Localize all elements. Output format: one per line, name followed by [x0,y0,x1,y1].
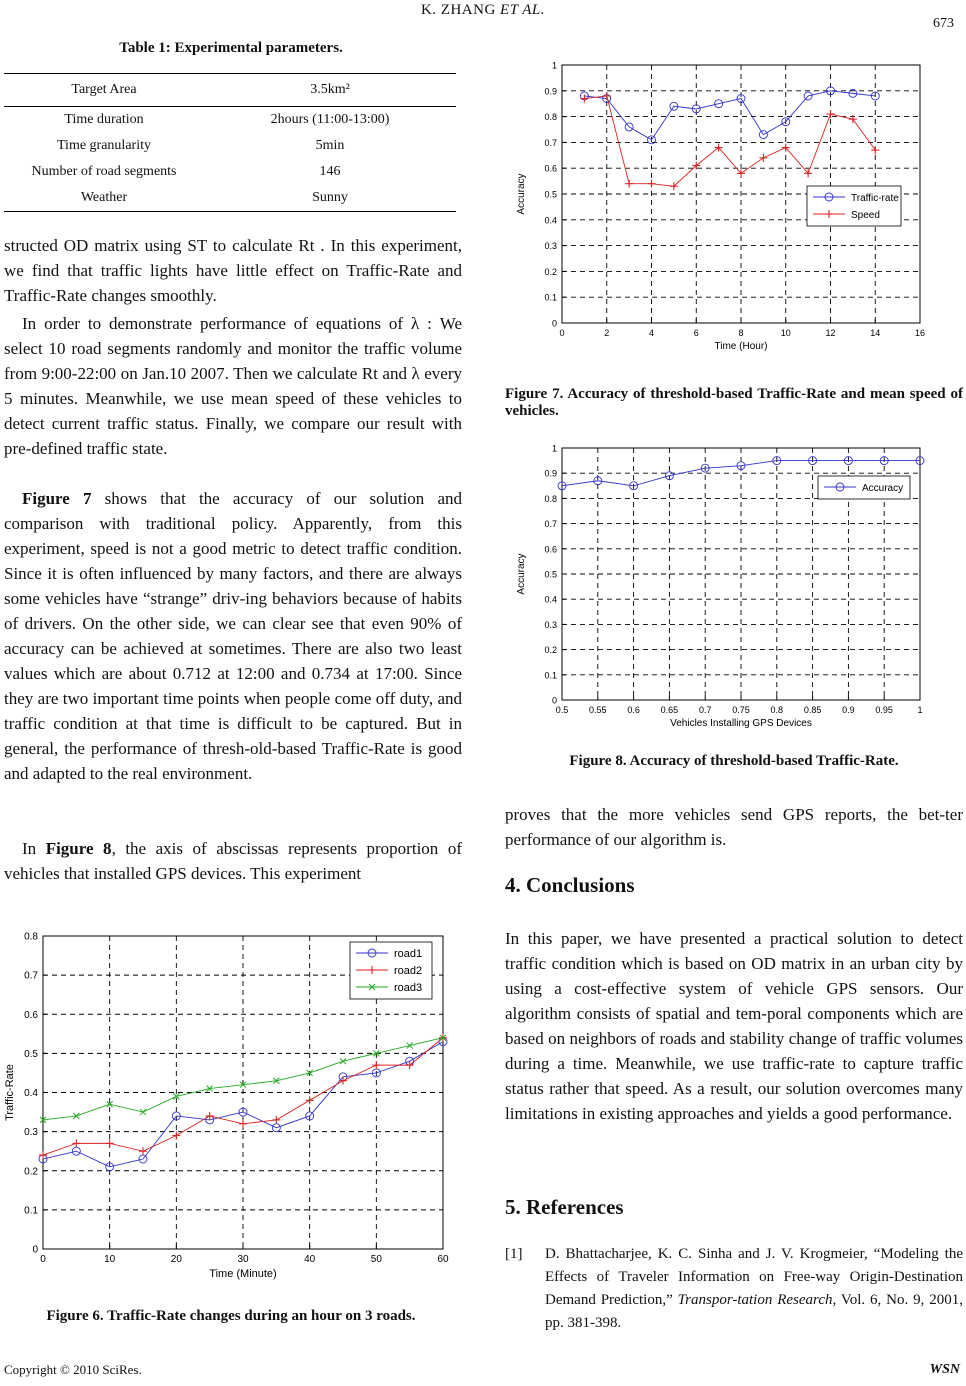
y-tick-label: 0.7 [544,137,557,148]
y-axis-label: Accuracy [516,173,527,215]
x-tick-label: 40 [304,1254,316,1265]
y-tick-label: 0.1 [544,292,557,303]
parameters-table [4,73,456,212]
x-tick-label: 0.8 [770,705,784,715]
table-cell-parameter: Time duration [64,112,144,127]
y-tick-label: 0.9 [544,468,557,479]
table-row [4,107,456,134]
y-tick-label: 0.1 [24,1205,38,1217]
legend-label: road3 [394,982,423,994]
x-tick-label: 0.75 [732,705,750,715]
figure-8-chart [505,438,935,738]
table-cell-parameter: Number of road segments [31,164,177,179]
x-tick-label: 12 [825,328,836,338]
figure-8-reference: Figure 8 [45,839,112,858]
x-tick-label: 14 [870,328,881,338]
table-cell-value: Sunny [204,185,456,212]
y-tick-label: 0.5 [24,1048,38,1060]
y-tick-label: 1 [551,60,557,71]
paragraph-4 [4,836,462,886]
table-row [4,74,456,107]
header-authors: K. ZHANG [420,2,496,18]
references-heading: 5. References [505,1195,624,1219]
table-cell-parameter: Weather [4,185,204,212]
y-tick-label: 0.5 [544,569,557,580]
legend-label: Accuracy [862,483,904,494]
paragraph-3-text: shows that the accuracy of our solution and comparison with traditional policy. Apparently, from this experiment, speed is not a good metric to detect traffic condition. Since it is often influenced by many factors, and there are always some vehicles have “strange” driv-ing behaviors because of habits of drivers. On the other side, we can clear see that even 90% of accuracy can be achieved at sometimes. There are also two least values which are about 0.712 at 12:00 and 0.734 at 17:00. Since they are two important time points when people come off duty, and traffic condition at that time is difficult to be captured. But in general, the performance of thresh-old-based Traffic-Rate is good and adapted to the real environment. [4,489,462,783]
y-axis-label: Accuracy [516,553,527,595]
paragraph-4-text: , the axis of abscissas represents proportion of vehicles that installed GPS devices. This experiment [4,839,462,883]
y-tick-label: 0.6 [544,163,557,174]
running-header [0,2,966,19]
x-tick-label: 0.9 [842,705,855,715]
x-tick-label: 0.65 [660,705,679,715]
header-etal: ET AL. [500,2,546,18]
y-tick-label: 0.8 [24,931,38,943]
table-cell-value: 2hours (11:00-13:00) [270,112,390,127]
x-axis-label: Vehicles Installing GPS Devices [670,718,812,729]
y-tick-label: 1 [551,443,557,454]
x-tick-label: 6 [693,328,699,338]
x-tick-label: 4 [648,328,655,338]
reference-1-number: [1] [505,1246,523,1262]
y-tick-label: 0.8 [544,493,557,504]
y-tick-label: 0.8 [544,112,557,123]
conclusions-paragraph: In this paper, we have presented a practical solution to detect traffic condition which is based on OD matrix in an urban city by using a cost-effective system of vehicle GPS sensors. Our algorithm consists of spatial and tem-poral components which are based on neighbors of roads and stability change of traffic volumes during a time. Meanwhile, we use traffic-rate to capture traffic status rather that speed. As a result, our solution overcomes many limitations in existing approaches and yields a good performance. [505,929,963,1123]
legend-label: Speed [851,210,880,221]
paragraph-4-pre: In [22,839,46,858]
x-tick-label: 50 [370,1254,382,1265]
table-row [4,185,456,212]
figure-6-chart [4,926,459,1288]
table-cell-parameter: Target Area [4,74,204,107]
x-tick-label: 0.55 [589,705,607,715]
table-row [4,159,456,185]
paragraph-1-text: structed OD matrix using ST to calculate Rt . In this experiment, we find that traffic lights have little effect on Traffic-Rate and Traffic-Rate changes smoothly. [4,236,462,305]
table-cell-value: 5min [315,138,345,153]
x-tick-label: 0 [559,328,565,338]
y-tick-label: 0 [551,318,557,329]
table-cell-value: 3.5km² [204,74,456,107]
y-tick-label: 0 [551,695,557,706]
paragraph-2 [4,311,462,461]
conclusions-heading: 4. Conclusions [505,873,635,897]
y-tick-label: 0.2 [544,645,557,656]
x-tick-label: 16 [914,328,926,338]
y-tick-label: 0.3 [544,241,557,252]
y-tick-label: 0.2 [544,266,557,277]
x-tick-label: 0.85 [803,705,822,715]
x-tick-label: 1 [917,705,923,715]
x-tick-label: 30 [237,1254,249,1265]
figure-8-caption: Figure 8. Accuracy of threshold-based Traffic-Rate. [569,753,899,769]
y-tick-label: 0 [32,1244,38,1256]
x-tick-label: 0.95 [875,705,893,715]
reference-1 [545,1243,963,1335]
y-tick-label: 0.6 [544,544,557,555]
x-tick-label: 8 [738,328,744,338]
x-tick-label: 10 [104,1254,116,1265]
page-number: 673 [933,16,954,31]
y-tick-label: 0.4 [544,594,557,605]
legend-label: Traffic-rate [851,193,899,204]
y-tick-label: 0.4 [24,1088,38,1099]
table-caption: Table 1: Experimental parameters. [119,40,343,56]
y-tick-label: 0.7 [24,970,38,982]
table-row [4,133,456,159]
figure-7-caption: Figure 7. Accuracy of threshold-based Traffic-Rate and mean speed of vehicles. [505,386,963,419]
x-tick-label: 0.7 [698,705,712,715]
x-axis-label: Time (Hour) [714,341,768,352]
y-tick-label: 0.6 [24,1009,38,1021]
paragraph-3 [4,486,462,786]
x-tick-label: 20 [170,1254,182,1265]
y-tick-label: 0.5 [544,189,557,200]
y-tick-label: 0.9 [544,86,557,97]
y-tick-label: 0.3 [24,1127,38,1139]
y-tick-label: 0.2 [24,1166,38,1178]
x-tick-label: 60 [437,1254,449,1265]
legend-label: road1 [394,948,423,960]
x-tick-label: 10 [780,328,791,338]
figure-7-reference: Figure 7 [22,489,92,508]
figure-7-chart [505,55,935,355]
paragraph-continued: proves that the more vehicles send GPS reports, the bet-ter performance of our algorithm is. [505,805,963,849]
table-cell-value: 146 [319,164,341,179]
x-tick-label: 0.5 [555,705,569,715]
reference-1-text: D. Bhattacharjee, K. C. Sinha and J. V. Krogmeier, “Modeling the Effects of Traveler Information on Free-way Origin-Destination Demand Prediction,” [545,1246,963,1308]
reference-1-journal: Transpor-tation Research [677,1292,833,1308]
figure-6-caption: Figure 6. Traffic-Rate changes during an hour on 3 roads. [46,1308,416,1324]
table-cell-parameter: Time granularity [57,138,151,153]
y-axis-label: Traffic-Rate [4,1064,16,1121]
y-tick-label: 0.1 [544,670,557,681]
x-tick-label: 0.6 [627,705,640,715]
y-tick-label: 0.7 [544,519,557,530]
copyright: Copyright © 2010 SciRes. [4,1362,142,1377]
paragraph-2-text: In order to demonstrate performance of equations of λ : We select 10 road segments randomly and monitor the traffic volume from 9:00-22:00 on Jan.10 2007. Then we calculate Rt and λ every 5 minutes. Meanwhile, we use mean speed of these vehicles to detect current traffic status. Finally, we compare our result with pre-defined traffic state. [4,314,462,458]
x-tick-label: 2 [604,328,610,338]
legend-label: road2 [394,965,423,977]
paragraph-1 [4,233,462,308]
x-axis-label: Time (Minute) [209,1268,277,1280]
reference-1-details: , Vol. 6, No. 9, 2001, pp. 381-398. [545,1292,963,1331]
x-tick-label: 0 [40,1254,46,1265]
y-tick-label: 0.3 [544,619,557,630]
y-tick-label: 0.4 [544,215,557,226]
journal-abbrev: WSN [929,1362,960,1377]
